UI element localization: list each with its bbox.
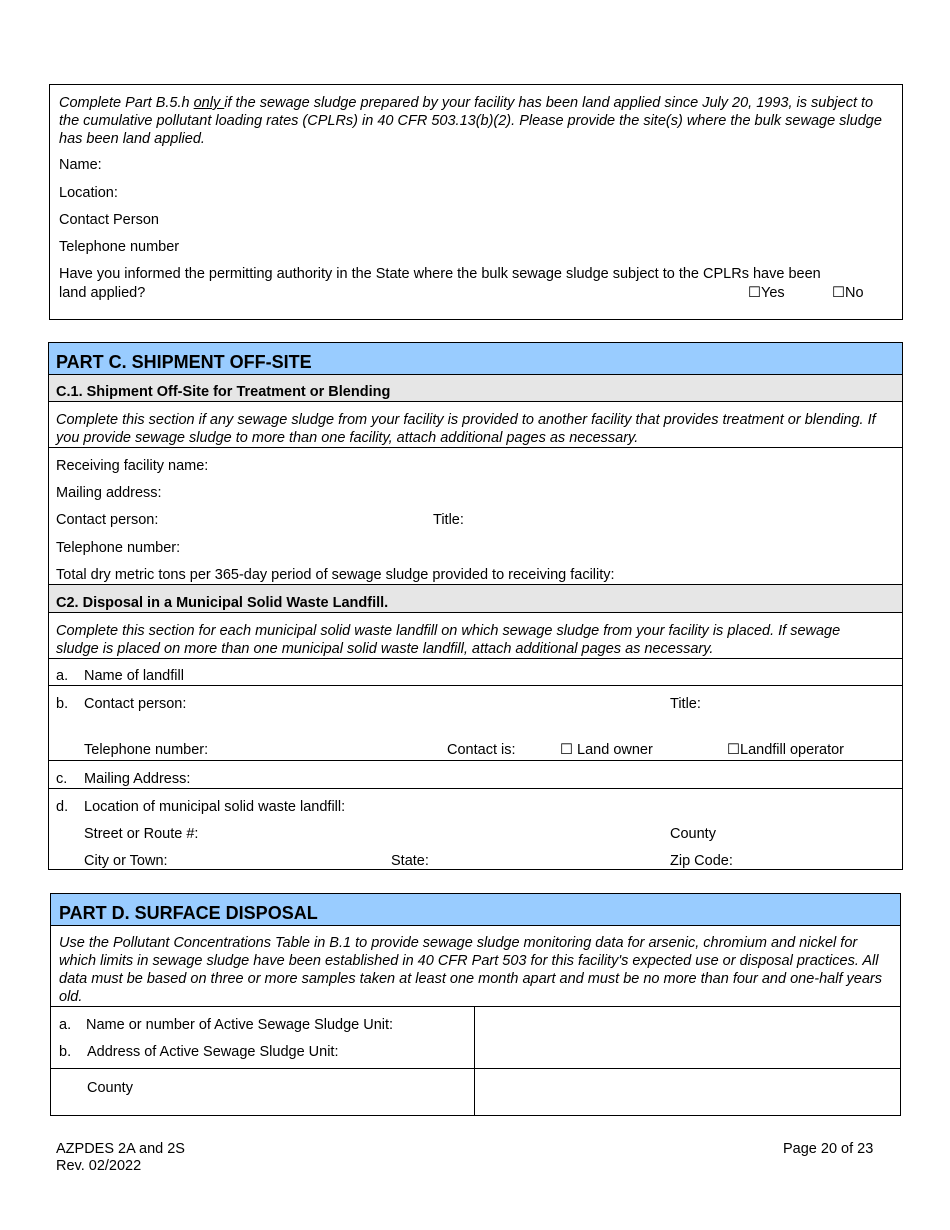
- c1-instructions: Complete this section if any sewage sludge from your facility is provided to another facility that provides treatment or blending. If you provide sewage sludge to more than one facility, attach additional pages as necessary.: [56, 412, 876, 446]
- b5h-name-label: Name:: [59, 157, 102, 173]
- part-d-unit-name-label: Name or number of Active Sewage Sludge Unit:: [86, 1017, 394, 1033]
- c2-item-a-letter: a.: [56, 668, 69, 684]
- b5h-question-line1: Have you informed the permitting authority in the State where the bulk sewage sludge subject to the CPLRs have been: [59, 266, 821, 282]
- c2-state-label: State:: [391, 853, 429, 869]
- c1-contact-person-label: Contact person:: [56, 512, 159, 528]
- part-d-item-a-letter: a.: [59, 1017, 72, 1033]
- part-d-unit-name-value[interactable]: [476, 1008, 899, 1067]
- c2-title-label: Title:: [670, 696, 701, 712]
- c2-contact-is-label: Contact is:: [447, 742, 516, 758]
- c2-telephone-label: Telephone number:: [84, 742, 209, 758]
- b5h-instructions: Complete Part B.5.h only if the sewage sludge prepared by your facility has been land applied since July 20, 1993, is subject to the cumulative pollutant loading rates (CPLRs) in 40 CFR 503.13(b)(2). Please provide the site(s) where the bulk sewage sludge has been land applied.: [59, 95, 882, 147]
- part-d-item-b-letter: b.: [59, 1044, 72, 1060]
- c2-landfill-operator-checkbox[interactable]: ☐Landfill operator: [727, 742, 844, 758]
- part-d-unit-address-label: Address of Active Sewage Sludge Unit:: [87, 1044, 339, 1060]
- c2-instructions: Complete this section for each municipal solid waste landfill on which sewage sludge from your facility is placed. If sewage sludge is placed on more than one municipal solid waste landfill, attach additional pages as necessary.: [56, 623, 841, 657]
- footer-revision: Rev. 02/2022: [56, 1158, 142, 1174]
- c2-land-owner-checkbox[interactable]: ☐ Land owner: [560, 742, 653, 758]
- footer-form-name: AZPDES 2A and 2S: [56, 1141, 185, 1157]
- c2-heading: C2. Disposal in a Municipal Solid Waste Landfill.: [56, 595, 389, 611]
- footer-page-number: Page 20 of 23: [783, 1141, 874, 1157]
- b5h-location-label: Location:: [59, 185, 118, 201]
- b5h-phone-label: Telephone number: [59, 239, 180, 255]
- c1-total-tons-label: Total dry metric tons per 365-day period of sewage sludge provided to receiving facility:: [56, 567, 615, 583]
- part-d-title: PART D. SURFACE DISPOSAL: [59, 903, 318, 923]
- c2-location-label: Location of municipal solid waste landfill:: [84, 799, 346, 815]
- c2-item-d-letter: d.: [56, 799, 69, 815]
- c1-title-label: Title:: [433, 512, 464, 528]
- c1-heading: C.1. Shipment Off-Site for Treatment or Blending: [56, 384, 391, 400]
- b5h-contact-label: Contact Person: [59, 212, 159, 228]
- b5h-yes-checkbox[interactable]: ☐Yes: [748, 285, 785, 301]
- b5h-no-checkbox[interactable]: ☐No: [832, 285, 864, 301]
- part-d-county-value[interactable]: [476, 1070, 899, 1115]
- part-d-instructions: Use the Pollutant Concentrations Table in B.1 to provide sewage sludge monitoring data for arsenic, chromium and nickel for which limits in sewage sludge have been established in 40 CFR Part 503 for this facility's expected use or disposal practices. All data must be based on three or more samples taken at least one month apart and must be no more than four and one-half years old.: [59, 935, 882, 1005]
- c1-telephone-label: Telephone number:: [56, 540, 181, 556]
- c2-city-label: City or Town:: [84, 853, 168, 869]
- part-d-county-label: County: [87, 1080, 133, 1096]
- b5h-question-line2: land applied?: [59, 285, 146, 301]
- c2-item-b-letter: b.: [56, 696, 69, 712]
- c2-mailing-address-label: Mailing Address:: [84, 771, 191, 787]
- c1-mailing-address-label: Mailing address:: [56, 485, 162, 501]
- c2-item-c-letter: c.: [56, 771, 68, 787]
- c2-zip-label: Zip Code:: [670, 853, 733, 869]
- c2-street-label: Street or Route #:: [84, 826, 199, 842]
- c2-contact-person-label: Contact person:: [84, 696, 187, 712]
- c2-landfill-name-label: Name of landfill: [84, 668, 184, 684]
- c2-county-label: County: [670, 826, 716, 842]
- part-c-title: PART C. SHIPMENT OFF-SITE: [56, 352, 312, 372]
- c1-receiving-facility-label: Receiving facility name:: [56, 458, 209, 474]
